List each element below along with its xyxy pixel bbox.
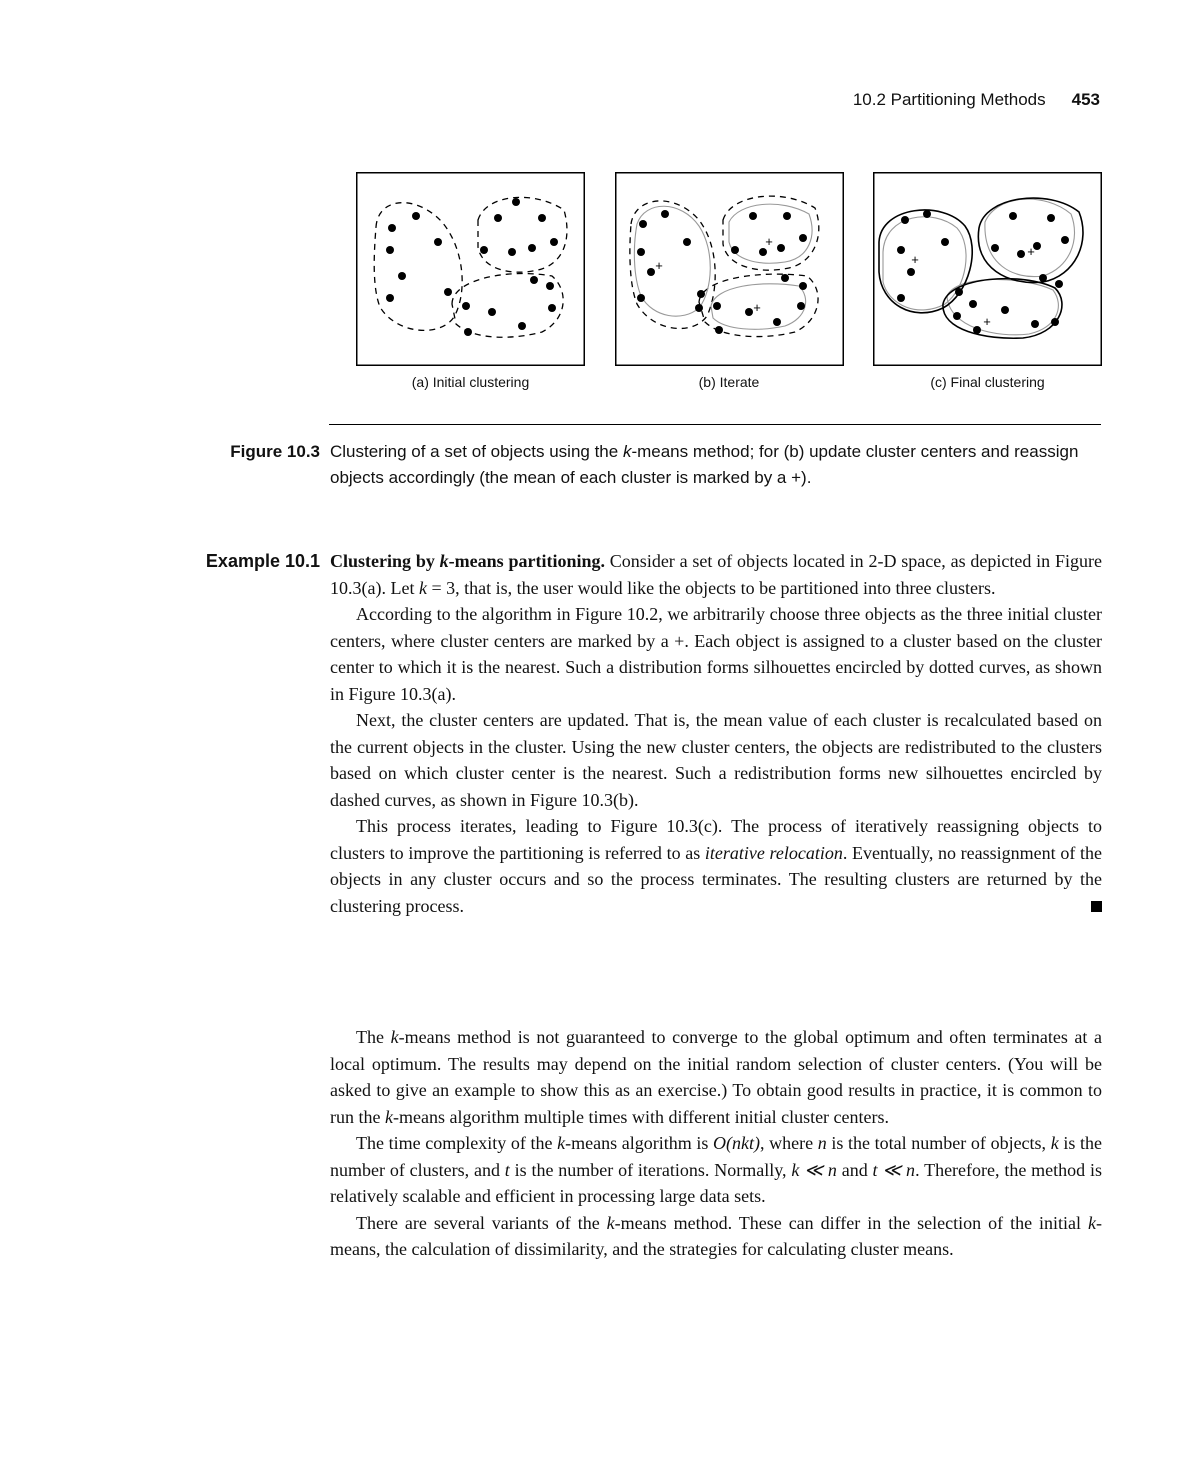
data-point (745, 308, 753, 316)
paragraph-text: Consider a set of objects located in 2-D space, as depicted in Figure 10.3(a). Let (330, 551, 1102, 598)
panel-b-plot (615, 172, 844, 366)
paragraph-text: , where (760, 1133, 818, 1153)
data-point (637, 294, 645, 302)
running-head (853, 90, 1100, 110)
data-point (530, 276, 538, 284)
example-title-text: -means partitioning. (448, 551, 605, 571)
data-point (1017, 250, 1025, 258)
paragraph-text: is the number of iterations. Normally, (509, 1159, 792, 1180)
paragraph-text: iterative relocation (704, 842, 843, 863)
paragraph-text: k (390, 1027, 399, 1047)
data-point (386, 294, 394, 302)
data-point (797, 302, 805, 310)
main-text (330, 1024, 1102, 1263)
data-point (550, 238, 558, 246)
figure-label: Figure 10.3 (230, 442, 320, 461)
data-point (388, 224, 396, 232)
body-paragraph (330, 1210, 1102, 1263)
paragraph-text: -means algorithm is (565, 1133, 714, 1153)
paragraph-text: There are several variants of the (356, 1212, 607, 1233)
cluster-outline-final (879, 210, 972, 313)
paragraph-text: O(nkt) (713, 1133, 761, 1153)
data-point (897, 294, 905, 302)
data-point (444, 288, 452, 296)
paragraph-text: k (1050, 1133, 1059, 1153)
caption-text: k (622, 442, 632, 461)
data-point (715, 326, 723, 334)
example-title-text: k (439, 551, 449, 571)
data-point (1061, 236, 1069, 244)
data-point (661, 210, 669, 218)
paragraph-text: -means algorithm multiple times with different initial cluster centers. (392, 1106, 890, 1127)
cluster-outline-previous (985, 199, 1075, 277)
data-point (973, 326, 981, 334)
data-point (897, 246, 905, 254)
data-point (464, 328, 472, 336)
data-point (953, 312, 961, 320)
data-point (683, 238, 691, 246)
cluster-center-mark: + (983, 314, 991, 329)
cluster-outline (374, 203, 462, 331)
paragraph-text: n (817, 1133, 827, 1153)
data-point (488, 308, 496, 316)
example-10-1 (180, 548, 1102, 919)
data-point (538, 214, 546, 222)
data-point (799, 282, 807, 290)
data-point (781, 274, 789, 282)
paragraph-text: -means method. These can differ in the selection of the initial (614, 1212, 1088, 1233)
paragraph-text: k (1088, 1212, 1096, 1233)
data-point (697, 290, 705, 298)
data-point (923, 210, 931, 218)
data-point (907, 268, 915, 276)
panel-final-clustering (873, 172, 1102, 390)
cluster-center-mark: + (764, 234, 773, 249)
paragraph-text: This process iterates, leading to Figure 10.3(c). The process of iteratively reassigning objects to clusters to improve the partitioning is referred to as (330, 816, 1102, 863)
data-point (941, 238, 949, 246)
panel-a-plot (356, 172, 585, 366)
data-point (1009, 212, 1017, 220)
example-paragraph (330, 548, 1102, 601)
panel-caption: (a) Initial clustering (411, 374, 530, 390)
section-title: 10.2 Partitioning Methods (852, 90, 1046, 109)
data-point (1055, 280, 1063, 288)
data-point (749, 212, 757, 220)
paragraph-text: The (356, 1027, 391, 1047)
page-number: 453 (1071, 90, 1100, 109)
paragraph-text: . Therefore, the method is relatively scalable and efficient in processing large data sets. (330, 1159, 1102, 1206)
data-point (548, 304, 556, 312)
figure-caption (180, 439, 1102, 491)
data-point (969, 300, 977, 308)
cluster-outline (478, 197, 567, 272)
body-paragraph (330, 1024, 1102, 1130)
example-paragraph: According to the algorithm in Figure 10.2, we arbitrarily choose three objects as the three initial cluster centers, where cluster centers are marked by a +. Each object is assigned to a cluster based on the cluster center to which it is the nearest. Such a distribution forms silhouettes encircled by dotted curves, as shown in Figure 10.3(a). (330, 604, 1102, 704)
paragraph-text: is the total number of objects, (826, 1133, 1051, 1153)
paragraph-text: . Eventually, no reassignment of the objects in any cluster occurs and so the process terminates. The resulting clusters are returned by the clustering process. (330, 842, 1102, 916)
example-paragraph: Next, the cluster centers are updated. That is, the mean value of each cluster is recalculated based on the current objects in the cluster. Using the new cluster centers, the objects are redistributed to the clusters based on which cluster center is the nearest. Such a redistribution forms new silhouettes encircled by dashed curves, as shown in Figure 10.3(b). (330, 710, 1102, 810)
panel-frame (357, 173, 585, 366)
data-point (462, 302, 470, 310)
data-point (494, 214, 502, 222)
paragraph-text: -means, the calculation of dissimilarity, and the strategies for calculating cluster means. (330, 1212, 1102, 1259)
data-point (1051, 318, 1059, 326)
data-point (386, 246, 394, 254)
data-point (955, 288, 963, 296)
data-point (528, 244, 536, 252)
paragraph-text: k (557, 1133, 566, 1153)
panel-initial-clustering (356, 172, 585, 390)
data-point (799, 234, 807, 242)
cluster-outline-previous (883, 217, 966, 310)
data-point (1031, 320, 1039, 328)
data-point (639, 220, 647, 228)
example-title-text: Clustering by (330, 551, 440, 571)
paragraph-text: is the number of clusters, and (330, 1133, 1102, 1180)
paragraph-text: t (504, 1159, 510, 1180)
example-body (330, 548, 1102, 919)
data-point (759, 248, 767, 256)
paragraph-text: -means method is not guaranteed to converge to the global optimum and often terminates at a local optimum. The results may depend on the initial random selection of cluster centers. (You will be asked to give an example to show this as an exercise.) To obtain good results in practice, it is common to run the (330, 1027, 1103, 1127)
data-point (1039, 274, 1047, 282)
data-point (647, 268, 655, 276)
cluster-center-mark: + (654, 258, 663, 273)
data-point (412, 212, 420, 220)
body-paragraph (330, 1130, 1102, 1210)
example-title (330, 551, 605, 571)
paragraph-text: k (606, 1212, 615, 1233)
data-point (518, 322, 526, 330)
cluster-center-mark: + (911, 252, 919, 267)
figure-10-3 (356, 172, 1102, 390)
panel-caption: (b) Iterate (698, 374, 760, 390)
panel-iterate (615, 172, 844, 390)
data-point (512, 198, 520, 206)
data-point (773, 318, 781, 326)
paragraph-text: t ≪ n (872, 1159, 916, 1180)
paragraph-text: and (836, 1159, 873, 1180)
paragraph-text: k (418, 577, 427, 598)
figure-caption-text (330, 439, 1102, 491)
data-point (434, 238, 442, 246)
end-of-example-icon (1091, 901, 1102, 912)
data-point (1001, 306, 1009, 314)
data-point (901, 216, 909, 224)
data-point (713, 302, 721, 310)
data-point (637, 248, 645, 256)
panel-c-plot (873, 172, 1102, 366)
data-point (991, 244, 999, 252)
example-paragraph (330, 813, 1102, 919)
data-point (508, 248, 516, 256)
caption-rule (329, 424, 1101, 425)
paragraph-text: The time complexity of the (356, 1133, 558, 1153)
caption-text: -means method; for (b) update cluster centers and reassign objects accordingly (the mean of each cluster is marked by a +). (330, 442, 1079, 487)
data-point (546, 282, 554, 290)
paragraph-text: k ≪ n (791, 1159, 837, 1180)
caption-text: Clustering of a set of objects using the (330, 442, 623, 461)
data-point (731, 246, 739, 254)
paragraph-text: k (384, 1106, 393, 1127)
panel-caption: (c) Final clustering (930, 374, 1045, 390)
data-point (1047, 214, 1055, 222)
example-label: Example 10.1 (205, 551, 320, 571)
cluster-center-mark: + (752, 300, 761, 315)
paragraph-text: = 3, that is, the user would like the objects to be partitioned into three clusters. (426, 577, 996, 598)
data-point (480, 246, 488, 254)
data-point (398, 272, 406, 280)
data-point (783, 212, 791, 220)
data-point (777, 244, 785, 252)
cluster-center-mark: + (1027, 244, 1035, 259)
data-point (695, 304, 703, 312)
